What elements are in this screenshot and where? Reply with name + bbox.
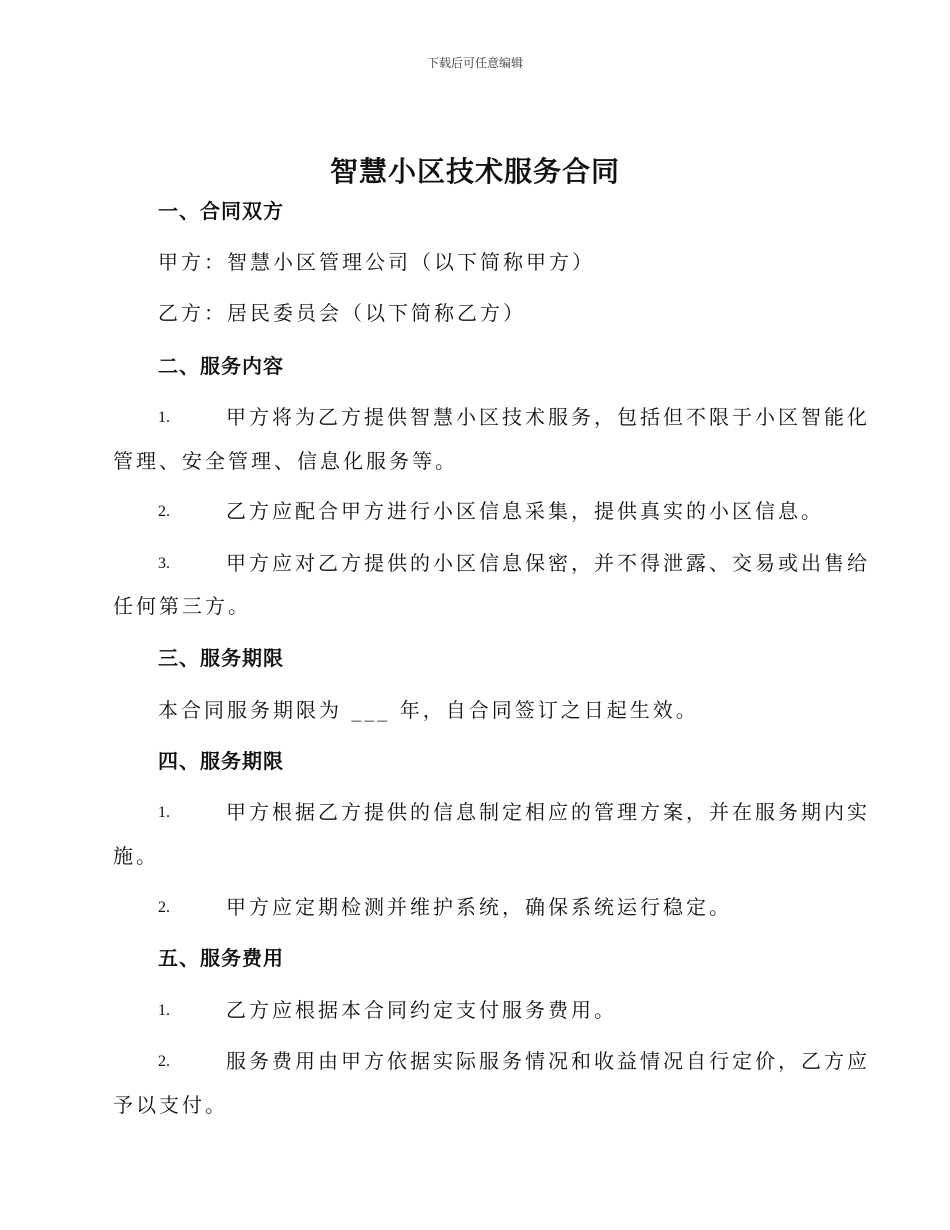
clause-text: 甲方将为乙方提供智慧小区技术服务，包括但不限于小区智能化 xyxy=(226,405,870,429)
clause-number: 2. xyxy=(158,503,170,520)
clause-text: 服务费用由甲方依据实际服务情况和收益情况自行定价，乙方应 xyxy=(226,1049,870,1073)
section-heading-service-term-2: 四、服务期限 xyxy=(158,749,284,773)
clause-text: 甲方应定期检测并维护系统，确保系统运行稳定。 xyxy=(226,895,732,919)
clause-text-continued: 施。 xyxy=(113,844,159,868)
party-b-line: 乙方：居民委员会（以下简称乙方） xyxy=(158,301,526,325)
document-title: 智慧小区技术服务合同 xyxy=(329,155,620,188)
clause-text: 乙方应根据本合同约定支付服务费用。 xyxy=(226,998,617,1022)
clause-text-continued: 任何第三方。 xyxy=(113,594,251,618)
clause-number: 2. xyxy=(158,1053,170,1070)
clause-number: 1. xyxy=(158,409,170,426)
clause-text: 乙方应配合甲方进行小区信息采集，提供真实的小区信息。 xyxy=(226,499,824,523)
clause-text: 甲方根据乙方提供的信息制定相应的管理方案，并在服务期内实 xyxy=(226,800,870,824)
clause-text-continued: 予以支付。 xyxy=(113,1093,228,1117)
clause-number: 1. xyxy=(158,1002,170,1019)
clause-number: 1. xyxy=(158,804,170,821)
clause-text: 甲方应对乙方提供的小区信息保密，并不得泄露、交易或出售给 xyxy=(226,551,870,575)
clause-number: 2. xyxy=(158,899,170,916)
clause-number: 3. xyxy=(158,555,170,572)
section-heading-parties: 一、合同双方 xyxy=(158,199,284,223)
clause-text-continued: 管理、安全管理、信息化服务等。 xyxy=(113,449,458,473)
section-heading-service-content: 二、服务内容 xyxy=(158,354,284,378)
section-heading-service-fee: 五、服务费用 xyxy=(158,946,284,970)
page-header-note: 下载后可任意编辑 xyxy=(426,56,523,70)
section-heading-service-term: 三、服务期限 xyxy=(158,646,284,670)
service-term-text: 本合同服务期限为 ___ 年，自合同签订之日起生效。 xyxy=(158,698,699,722)
party-a-line: 甲方：智慧小区管理公司（以下简称甲方） xyxy=(158,250,595,274)
